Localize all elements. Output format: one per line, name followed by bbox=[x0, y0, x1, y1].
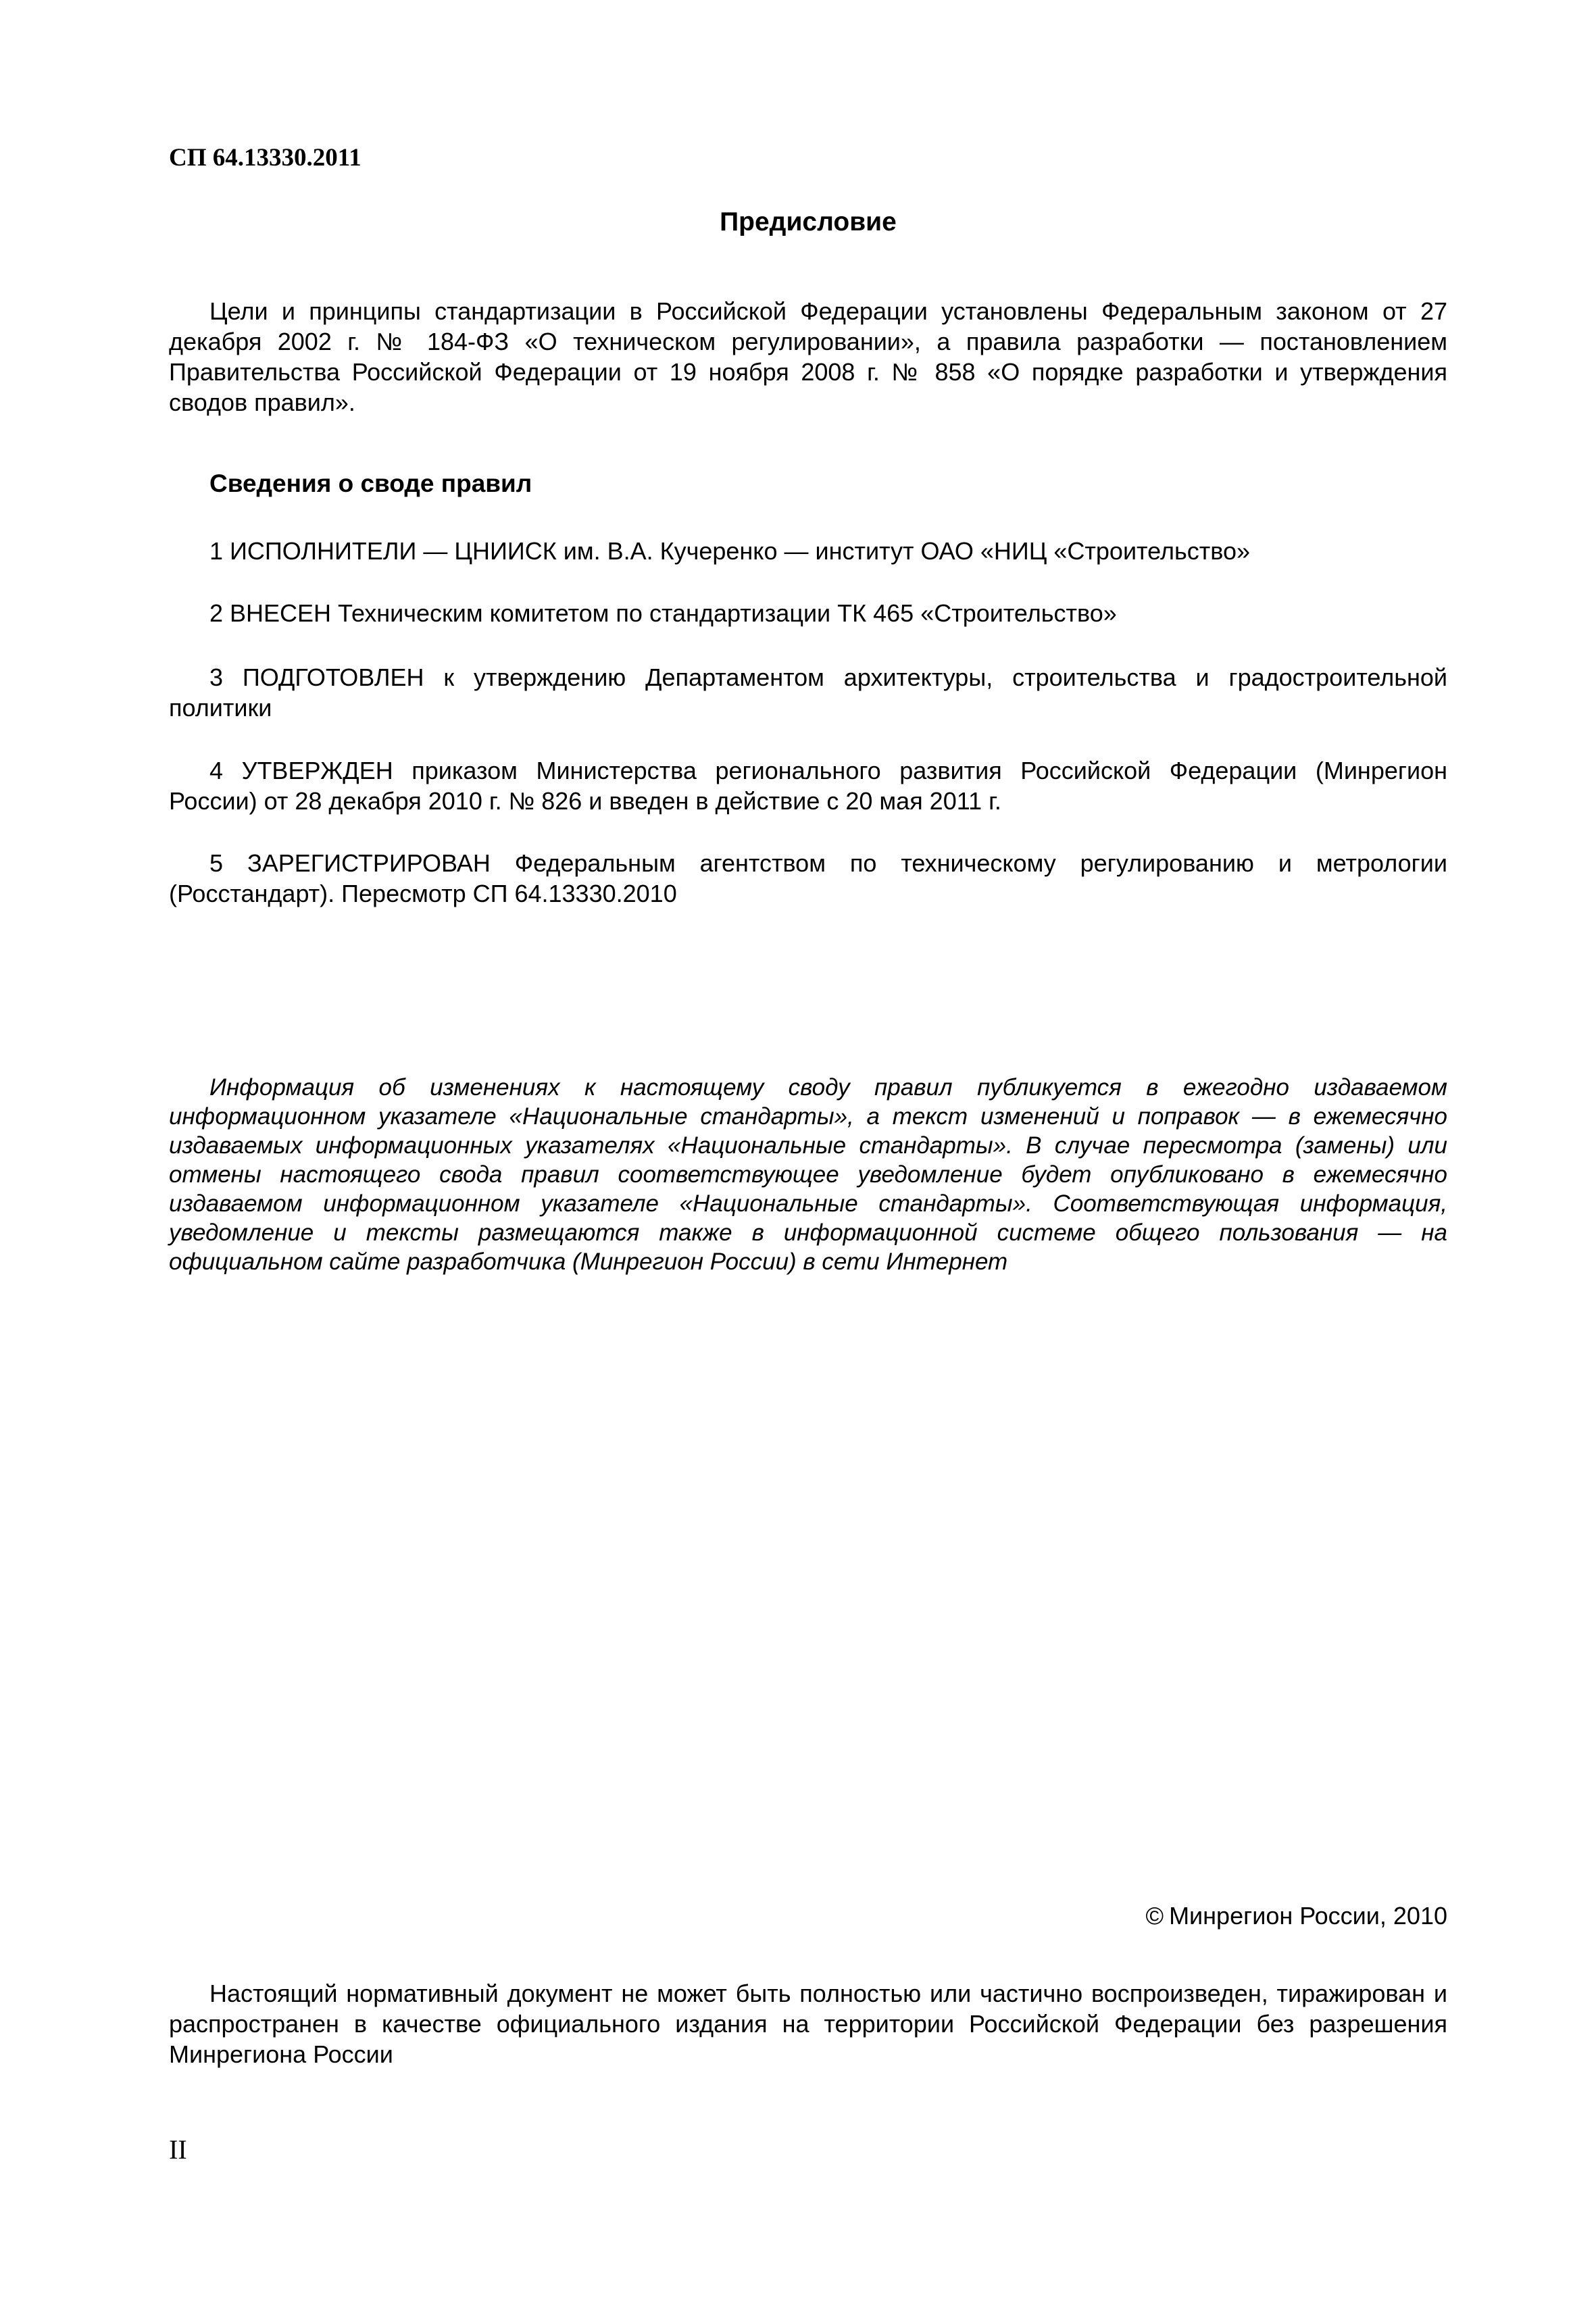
preface-intro: Цели и принципы стандартизации в Российской Федерации установлены Федеральным законом от 27 декабря 2002 г. № 184-ФЗ «О техническом регулировании», а правила разработки — постановлением Правительства Российской Федерации от 19 ноября 2008 г. № 858 «О порядке разработки и утверждения сводов правил». bbox=[169, 297, 1447, 416]
info-heading: Сведения о своде правил bbox=[209, 470, 532, 497]
info-item-3: 3 ПОДГОТОВЛЕН к утверждению Департаментом архитектуры, строительства и градостроительной политики bbox=[169, 663, 1447, 722]
reproduction-notice: Настоящий нормативный документ не может быть полностью или частично воспроизведен, тиражирован и распространен в качестве официального издания на территории Российской Федерации без разрешения Минрегиона России bbox=[169, 1980, 1447, 2068]
info-item-1: 1 ИСПОЛНИТЕЛИ — ЦНИИСК им. В.А. Кучеренко — институт ОАО «НИЦ «Строительство» bbox=[209, 537, 1250, 565]
copyright-text: Минрегион России, 2010 bbox=[1169, 1902, 1447, 1930]
page-number: II bbox=[169, 2134, 187, 2165]
copyright-sign: © bbox=[1145, 1902, 1164, 1930]
changes-notice: Информация об изменениях к настоящему своду правил публикуется в ежегодно издаваемом информационном указателе «Национальные стандарты», а текст изменений и поправок — в ежемесячно издаваемых информационных указателях «Национальные стандарты». В случае пересмотра (замены) или отмены настоящего свода правил соответствующее уведомление будет опубликовано в ежемесячно издаваемом информационном указателе «Национальные стандарты». Соответствующая информация, уведомление и тексты размещаются также в информационной системе общего пользования — на официальном сайте разработчика (Минрегион России) в сети Интернет bbox=[169, 1074, 1447, 1275]
document-code: СП 64.13330.2011 bbox=[169, 144, 361, 172]
copyright-line bbox=[1146, 1902, 1447, 1930]
info-item-4: 4 УТВЕРЖДЕН приказом Министерства регионального развития Российской Федерации (Минрегион России) от 28 декабря 2010 г. № 826 и введен в действие с 20 мая 2011 г. bbox=[169, 757, 1447, 815]
info-item-5: 5 ЗАРЕГИСТРИРОВАН Федеральным агентством по техническому регулированию и метрологии (Росстандарт). Пересмотр СП 64.13330.2010 bbox=[169, 849, 1447, 907]
info-item-2: 2 ВНЕСЕН Техническим комитетом по стандартизации ТК 465 «Строительство» bbox=[209, 599, 1117, 627]
preface-title: Предисловие bbox=[720, 207, 897, 236]
